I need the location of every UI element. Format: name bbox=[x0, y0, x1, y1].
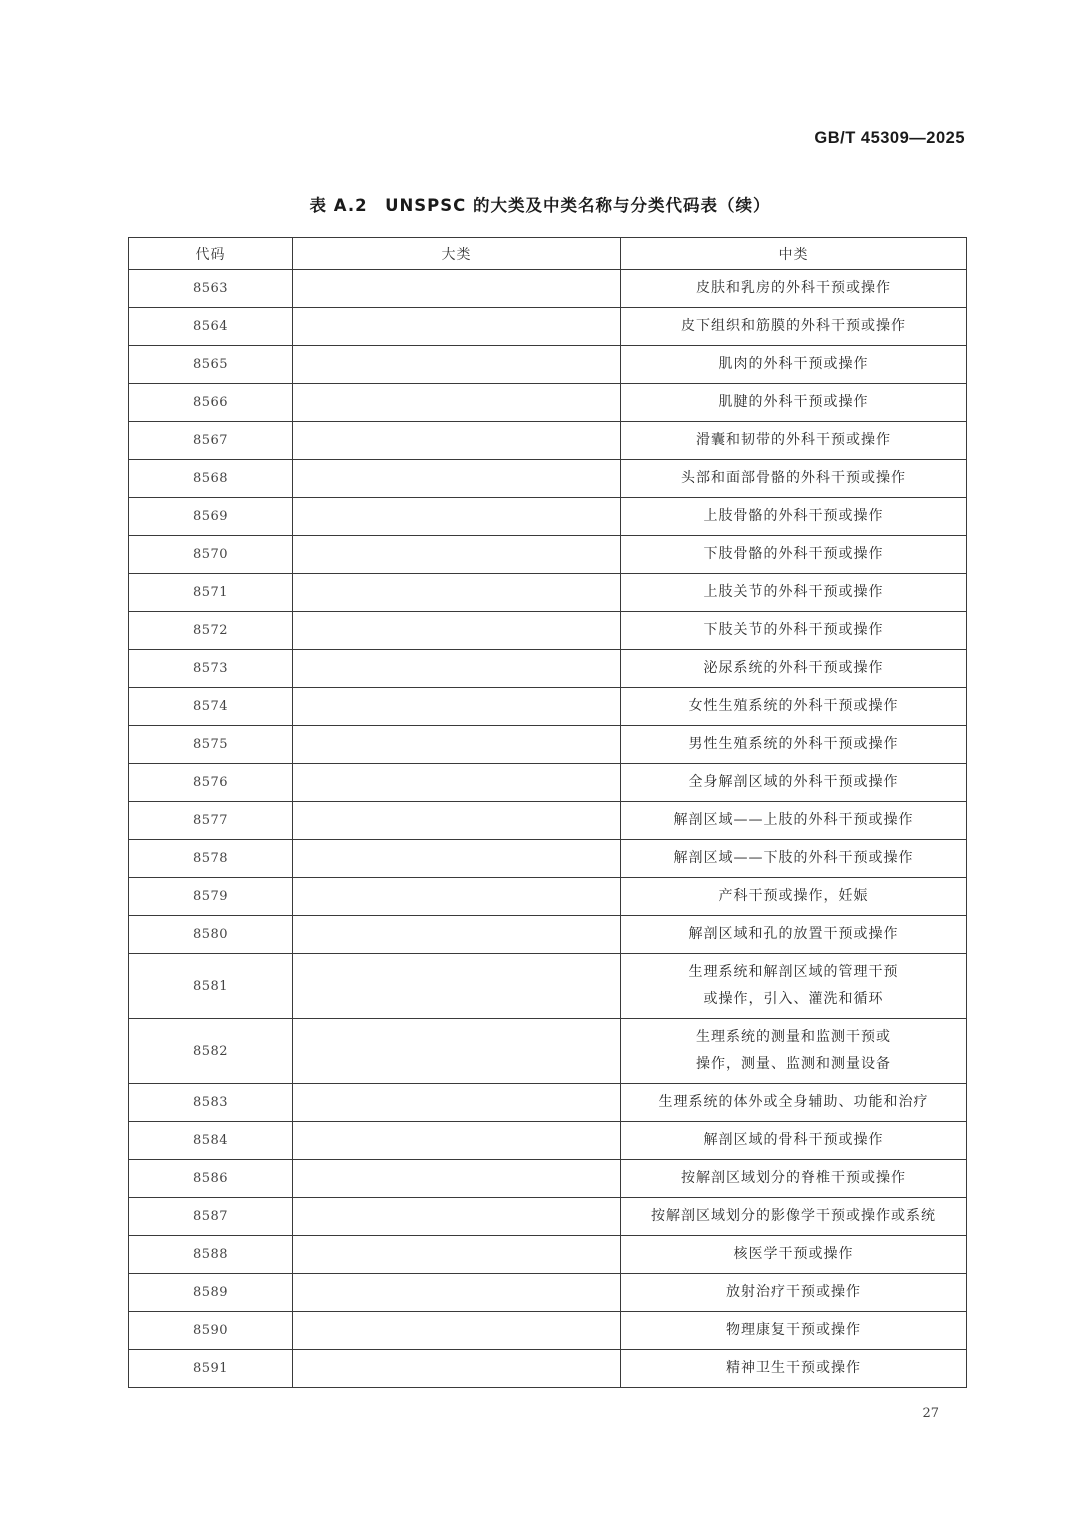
sub-category-cell bbox=[621, 1122, 967, 1160]
major-category-cell bbox=[293, 346, 621, 384]
table-row bbox=[129, 802, 967, 840]
sub-category-cell bbox=[621, 536, 967, 574]
table-row bbox=[129, 954, 967, 1019]
sub-category-text: 上肢骨骼的外科干预或操作 bbox=[703, 508, 884, 524]
major-category-cell bbox=[293, 1312, 621, 1350]
sub-category-text: 头部和面部骨骼的外科干预或操作 bbox=[681, 470, 906, 486]
code-cell: 8589 bbox=[129, 1274, 293, 1312]
sub-category-text: 泌尿系统的外科干预或操作 bbox=[703, 660, 884, 676]
column-header-sub: 中类 bbox=[621, 238, 967, 270]
code-cell: 8577 bbox=[129, 802, 293, 840]
sub-category-text: 生理系统和解剖区域的管理干预 或操作，引入、灌洗和循环 bbox=[688, 964, 899, 1007]
sub-category-text: 放射治疗干预或操作 bbox=[726, 1284, 861, 1300]
code-cell: 8580 bbox=[129, 916, 293, 954]
major-category-cell bbox=[293, 1019, 621, 1084]
sub-category-text: 生理系统的测量和监测干预或 操作，测量、监测和测量设备 bbox=[696, 1029, 891, 1072]
code-cell: 8568 bbox=[129, 460, 293, 498]
sub-category-cell bbox=[621, 498, 967, 536]
major-category-cell bbox=[293, 1122, 621, 1160]
table-row bbox=[129, 916, 967, 954]
major-category-cell bbox=[293, 498, 621, 536]
major-category-cell bbox=[293, 878, 621, 916]
sub-category-cell bbox=[621, 1198, 967, 1236]
major-category-cell bbox=[293, 536, 621, 574]
table-row bbox=[129, 422, 967, 460]
major-category-cell bbox=[293, 460, 621, 498]
code-cell: 8586 bbox=[129, 1160, 293, 1198]
sub-category-text: 解剖区域和孔的放置干预或操作 bbox=[688, 926, 899, 942]
table-row bbox=[129, 346, 967, 384]
sub-category-text: 上肢关节的外科干预或操作 bbox=[703, 584, 884, 600]
sub-category-text: 核医学干预或操作 bbox=[733, 1246, 854, 1262]
sub-category-cell bbox=[621, 384, 967, 422]
sub-category-text: 滑囊和韧带的外科干预或操作 bbox=[696, 432, 891, 448]
table-row bbox=[129, 1198, 967, 1236]
code-cell: 8564 bbox=[129, 308, 293, 346]
table-row bbox=[129, 460, 967, 498]
major-category-cell bbox=[293, 1084, 621, 1122]
sub-category-cell bbox=[621, 612, 967, 650]
column-header-major: 大类 bbox=[293, 238, 621, 270]
sub-category-cell bbox=[621, 650, 967, 688]
sub-category-text: 解剖区域——下肢的外科干预或操作 bbox=[673, 850, 914, 866]
major-category-cell bbox=[293, 1198, 621, 1236]
code-cell: 8567 bbox=[129, 422, 293, 460]
sub-category-text: 女性生殖系统的外科干预或操作 bbox=[688, 698, 899, 714]
sub-category-text: 物理康复干预或操作 bbox=[726, 1322, 861, 1338]
major-category-cell bbox=[293, 802, 621, 840]
major-category-cell bbox=[293, 916, 621, 954]
sub-category-text: 解剖区域——上肢的外科干预或操作 bbox=[673, 812, 914, 828]
table-row bbox=[129, 1084, 967, 1122]
sub-category-cell bbox=[621, 270, 967, 308]
code-cell: 8582 bbox=[129, 1019, 293, 1084]
code-cell: 8587 bbox=[129, 1198, 293, 1236]
table-row bbox=[129, 764, 967, 802]
major-category-cell bbox=[293, 612, 621, 650]
page-number: 27 bbox=[922, 1406, 939, 1421]
code-cell: 8575 bbox=[129, 726, 293, 764]
code-cell: 8590 bbox=[129, 1312, 293, 1350]
code-cell: 8570 bbox=[129, 536, 293, 574]
table-body bbox=[129, 270, 967, 1388]
sub-category-cell bbox=[621, 764, 967, 802]
standard-number: GB/T 45309—2025 bbox=[814, 129, 965, 147]
sub-category-cell bbox=[621, 346, 967, 384]
major-category-cell bbox=[293, 270, 621, 308]
sub-category-text: 生理系统的体外或全身辅助、功能和治疗 bbox=[658, 1094, 929, 1110]
sub-category-text: 肌肉的外科干预或操作 bbox=[718, 356, 869, 372]
sub-category-text: 皮肤和乳房的外科干预或操作 bbox=[696, 280, 891, 296]
sub-category-cell bbox=[621, 1274, 967, 1312]
sub-category-text: 精神卫生干预或操作 bbox=[726, 1360, 861, 1376]
sub-category-text: 按解剖区域划分的影像学干预或操作或系统 bbox=[651, 1208, 936, 1224]
sub-category-cell bbox=[621, 1350, 967, 1388]
sub-category-text: 男性生殖系统的外科干预或操作 bbox=[688, 736, 899, 752]
table-row bbox=[129, 1274, 967, 1312]
major-category-cell bbox=[293, 1236, 621, 1274]
code-cell: 8578 bbox=[129, 840, 293, 878]
sub-category-text: 肌腱的外科干预或操作 bbox=[718, 394, 869, 410]
table-row bbox=[129, 1160, 967, 1198]
sub-category-text: 下肢关节的外科干预或操作 bbox=[703, 622, 884, 638]
sub-category-cell bbox=[621, 1312, 967, 1350]
major-category-cell bbox=[293, 422, 621, 460]
major-category-cell bbox=[293, 1350, 621, 1388]
code-cell: 8571 bbox=[129, 574, 293, 612]
sub-category-cell bbox=[621, 726, 967, 764]
major-category-cell bbox=[293, 384, 621, 422]
major-category-cell bbox=[293, 574, 621, 612]
major-category-cell bbox=[293, 764, 621, 802]
code-cell: 8574 bbox=[129, 688, 293, 726]
table-row bbox=[129, 726, 967, 764]
major-category-cell bbox=[293, 308, 621, 346]
sub-category-cell bbox=[621, 916, 967, 954]
classification-table bbox=[128, 237, 967, 1388]
major-category-cell bbox=[293, 1160, 621, 1198]
code-cell: 8572 bbox=[129, 612, 293, 650]
code-cell: 8576 bbox=[129, 764, 293, 802]
code-cell: 8565 bbox=[129, 346, 293, 384]
sub-category-text: 皮下组织和筋膜的外科干预或操作 bbox=[681, 318, 906, 334]
major-category-cell bbox=[293, 840, 621, 878]
table-header bbox=[129, 238, 967, 270]
table-row bbox=[129, 1236, 967, 1274]
table-title: 表 A.2 UNSPSC 的大类及中类名称与分类代码表（续） bbox=[309, 196, 771, 215]
sub-category-cell bbox=[621, 878, 967, 916]
sub-category-cell bbox=[621, 1160, 967, 1198]
header-row bbox=[129, 238, 967, 270]
code-cell: 8583 bbox=[129, 1084, 293, 1122]
table-row bbox=[129, 270, 967, 308]
column-header-code: 代码 bbox=[129, 238, 293, 270]
sub-category-cell bbox=[621, 688, 967, 726]
sub-category-cell bbox=[621, 308, 967, 346]
code-cell: 8579 bbox=[129, 878, 293, 916]
sub-category-cell bbox=[621, 574, 967, 612]
table-row bbox=[129, 574, 967, 612]
sub-category-cell bbox=[621, 422, 967, 460]
major-category-cell bbox=[293, 1274, 621, 1312]
sub-category-cell bbox=[621, 460, 967, 498]
table-row bbox=[129, 1312, 967, 1350]
table-row bbox=[129, 650, 967, 688]
table-row bbox=[129, 1350, 967, 1388]
code-cell: 8569 bbox=[129, 498, 293, 536]
major-category-cell bbox=[293, 650, 621, 688]
major-category-cell bbox=[293, 688, 621, 726]
sub-category-cell bbox=[621, 954, 967, 1019]
sub-category-cell bbox=[621, 840, 967, 878]
table-row bbox=[129, 498, 967, 536]
sub-category-text: 解剖区域的骨科干预或操作 bbox=[703, 1132, 884, 1148]
table-row bbox=[129, 612, 967, 650]
code-cell: 8563 bbox=[129, 270, 293, 308]
table-row bbox=[129, 308, 967, 346]
sub-category-text: 下肢骨骼的外科干预或操作 bbox=[703, 546, 884, 562]
code-cell: 8591 bbox=[129, 1350, 293, 1388]
sub-category-cell bbox=[621, 1019, 967, 1084]
sub-category-cell bbox=[621, 1084, 967, 1122]
major-category-cell bbox=[293, 954, 621, 1019]
table-row bbox=[129, 384, 967, 422]
code-cell: 8573 bbox=[129, 650, 293, 688]
sub-category-text: 按解剖区域划分的脊椎干预或操作 bbox=[681, 1170, 906, 1186]
sub-category-text: 产科干预或操作，妊娠 bbox=[718, 888, 869, 904]
sub-category-cell bbox=[621, 802, 967, 840]
code-cell: 8588 bbox=[129, 1236, 293, 1274]
table-row bbox=[129, 1019, 967, 1084]
table-row bbox=[129, 1122, 967, 1160]
code-cell: 8581 bbox=[129, 954, 293, 1019]
sub-category-cell bbox=[621, 1236, 967, 1274]
table-row bbox=[129, 840, 967, 878]
major-category-cell bbox=[293, 726, 621, 764]
code-cell: 8566 bbox=[129, 384, 293, 422]
code-cell: 8584 bbox=[129, 1122, 293, 1160]
sub-category-text: 全身解剖区域的外科干预或操作 bbox=[688, 774, 899, 790]
table-row bbox=[129, 536, 967, 574]
table-row bbox=[129, 878, 967, 916]
table-row bbox=[129, 688, 967, 726]
